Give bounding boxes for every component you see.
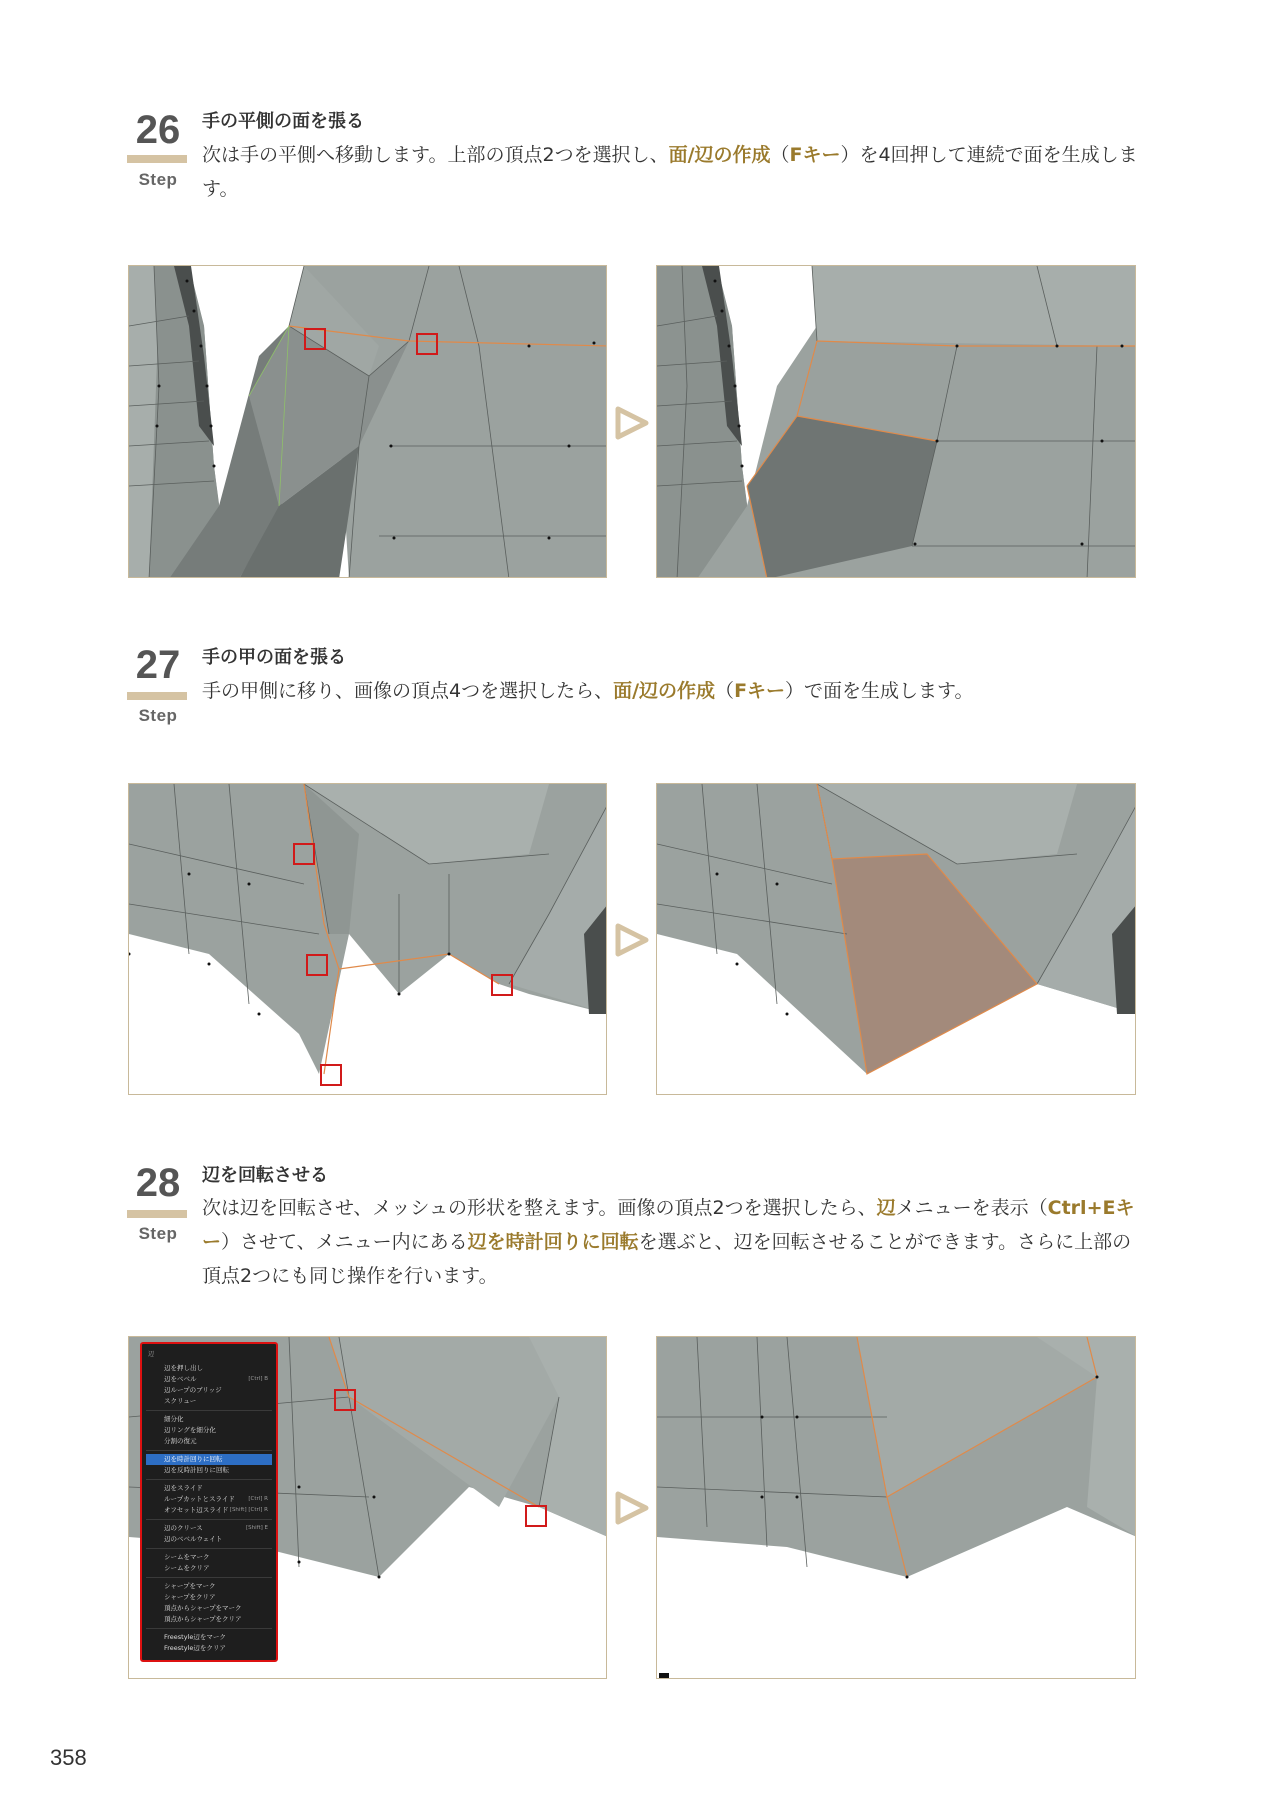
menu-item[interactable] [146, 1396, 272, 1407]
menu-item[interactable] [146, 1414, 272, 1425]
menu-item-label: 辺を押し出し [164, 1364, 203, 1372]
step-label: Step [138, 1224, 178, 1243]
menu-item-shortcut: [Shift] [Ctrl] R [229, 1507, 268, 1513]
menu-item[interactable] [146, 1534, 272, 1545]
step-bar [127, 155, 187, 163]
menu-item-label: ループカットとスライド [164, 1495, 235, 1503]
menu-item[interactable] [146, 1425, 272, 1436]
menu-item[interactable] [146, 1592, 272, 1603]
edge-menu-title: 辺 [148, 1351, 155, 1358]
menu-item-label: スクリュー [164, 1397, 197, 1405]
menu-separator [146, 1519, 272, 1520]
highlight-term: 面/辺の作成 [668, 144, 771, 166]
menu-item-shortcut: [Shift] E [245, 1525, 268, 1531]
figure-27-after [656, 783, 1136, 1095]
body-text: ）を4回押して連続で面を生成します。 [202, 144, 1138, 200]
arrow-right-icon [614, 1490, 650, 1526]
menu-item[interactable] [146, 1614, 272, 1625]
step-body [202, 674, 1142, 708]
body-text: 次は手の平側へ移動します。上部の頂点2つを選択し、 [202, 144, 669, 166]
menu-item-shortcut: [Ctrl] B [248, 1376, 268, 1382]
menu-item-label: 細分化 [164, 1415, 184, 1423]
menu-item-label: Freestyle辺をマーク [164, 1633, 226, 1641]
menu-separator [146, 1450, 272, 1451]
body-text: （ [770, 144, 790, 166]
step-label: Step [138, 706, 178, 725]
step-label: Step [138, 170, 178, 189]
menu-item[interactable] [146, 1494, 272, 1505]
highlight-term: 辺を時計回りに回転 [467, 1231, 639, 1253]
figure-28-after [656, 1336, 1136, 1679]
menu-item[interactable] [146, 1523, 272, 1534]
menu-item-label: Freestyle辺をクリア [164, 1644, 226, 1652]
menu-item-label: シャープをマーク [164, 1582, 216, 1590]
figure-27-before [128, 783, 607, 1095]
body-text: 手の甲側に移り、画像の頂点4つを選択したら、 [202, 680, 614, 702]
menu-item-label: 頂点からシャープをマーク [164, 1604, 242, 1612]
body-text: ）で面を生成します。 [785, 680, 974, 702]
menu-item[interactable] [146, 1363, 272, 1374]
menu-item[interactable] [146, 1552, 272, 1563]
step-number: 26 [135, 108, 181, 152]
menu-item-label: シームをクリア [164, 1564, 210, 1572]
step-body [202, 1191, 1142, 1293]
body-text: ）させて、メニュー内にある [221, 1231, 468, 1253]
menu-item[interactable] [146, 1632, 272, 1643]
figure-26-before [128, 265, 607, 578]
menu-item[interactable] [146, 1374, 272, 1385]
step-number: 28 [135, 1161, 181, 1205]
menu-item-label: 頂点からシャープをクリア [164, 1615, 242, 1623]
step-bar [127, 1210, 187, 1218]
menu-item[interactable] [146, 1436, 272, 1447]
menu-item-label: 辺ループのブリッジ [164, 1386, 222, 1394]
menu-item[interactable] [146, 1483, 272, 1494]
menu-item-label: オフセット辺スライド [164, 1506, 229, 1514]
menu-item[interactable] [146, 1454, 272, 1465]
menu-separator [146, 1410, 272, 1411]
menu-item-label: 辺をスライド [164, 1484, 203, 1492]
edge-menu[interactable] [140, 1342, 278, 1662]
arrow-right-icon [614, 922, 650, 958]
menu-item-shortcut: [Ctrl] R [248, 1496, 268, 1502]
menu-item-label: 辺を時計回りに回転 [164, 1455, 223, 1463]
highlight-term: Fキー [789, 144, 841, 166]
menu-item[interactable] [146, 1603, 272, 1614]
menu-item[interactable] [146, 1643, 272, 1654]
menu-separator [146, 1548, 272, 1549]
menu-separator [146, 1577, 272, 1578]
menu-item-label: シャープをクリア [164, 1593, 216, 1601]
body-text: 次は辺を回転させ、メッシュの形状を整えます。画像の頂点2つを選択したら、 [202, 1197, 877, 1219]
step-title: 手の平側の面を張る [202, 111, 364, 132]
menu-item[interactable] [146, 1581, 272, 1592]
body-text: メニューを表示（ [895, 1197, 1048, 1219]
step-title: 辺を回転させる [202, 1165, 328, 1186]
step-number: 27 [135, 643, 181, 687]
body-text: （ [715, 680, 735, 702]
step-title: 手の甲の面を張る [202, 647, 346, 668]
menu-separator [146, 1628, 272, 1629]
menu-item-label: 分割の復元 [164, 1437, 197, 1445]
menu-item-label: 辺リングを細分化 [164, 1426, 216, 1434]
highlight-term: Ctrl+Eキー [202, 1197, 1135, 1253]
menu-item[interactable] [146, 1505, 272, 1516]
figure-26-after [656, 265, 1136, 578]
menu-item[interactable] [146, 1465, 272, 1476]
menu-separator [146, 1479, 272, 1480]
menu-item-label: シームをマーク [164, 1553, 210, 1561]
menu-item[interactable] [146, 1563, 272, 1574]
highlight-term: Fキー [734, 680, 786, 702]
highlight-term: 辺 [876, 1197, 896, 1219]
menu-item-label: 辺をベベル [164, 1375, 197, 1383]
page-number: 358 [50, 1745, 87, 1770]
step-body [202, 138, 1142, 206]
menu-item-label: 辺のベベルウェイト [164, 1535, 223, 1543]
edge-menu-items [146, 1363, 272, 1654]
menu-item-label: 辺のクリース [164, 1524, 203, 1532]
highlight-term: 面/辺の作成 [613, 680, 716, 702]
menu-item[interactable] [146, 1385, 272, 1396]
body-text: を選ぶと、辺を回転させることができます。さらに上部の頂点2つにも同じ操作を行います。 [202, 1231, 1132, 1287]
menu-item-label: 辺を反時計回りに回転 [164, 1466, 229, 1474]
arrow-right-icon [614, 405, 650, 441]
step-bar [127, 692, 187, 700]
